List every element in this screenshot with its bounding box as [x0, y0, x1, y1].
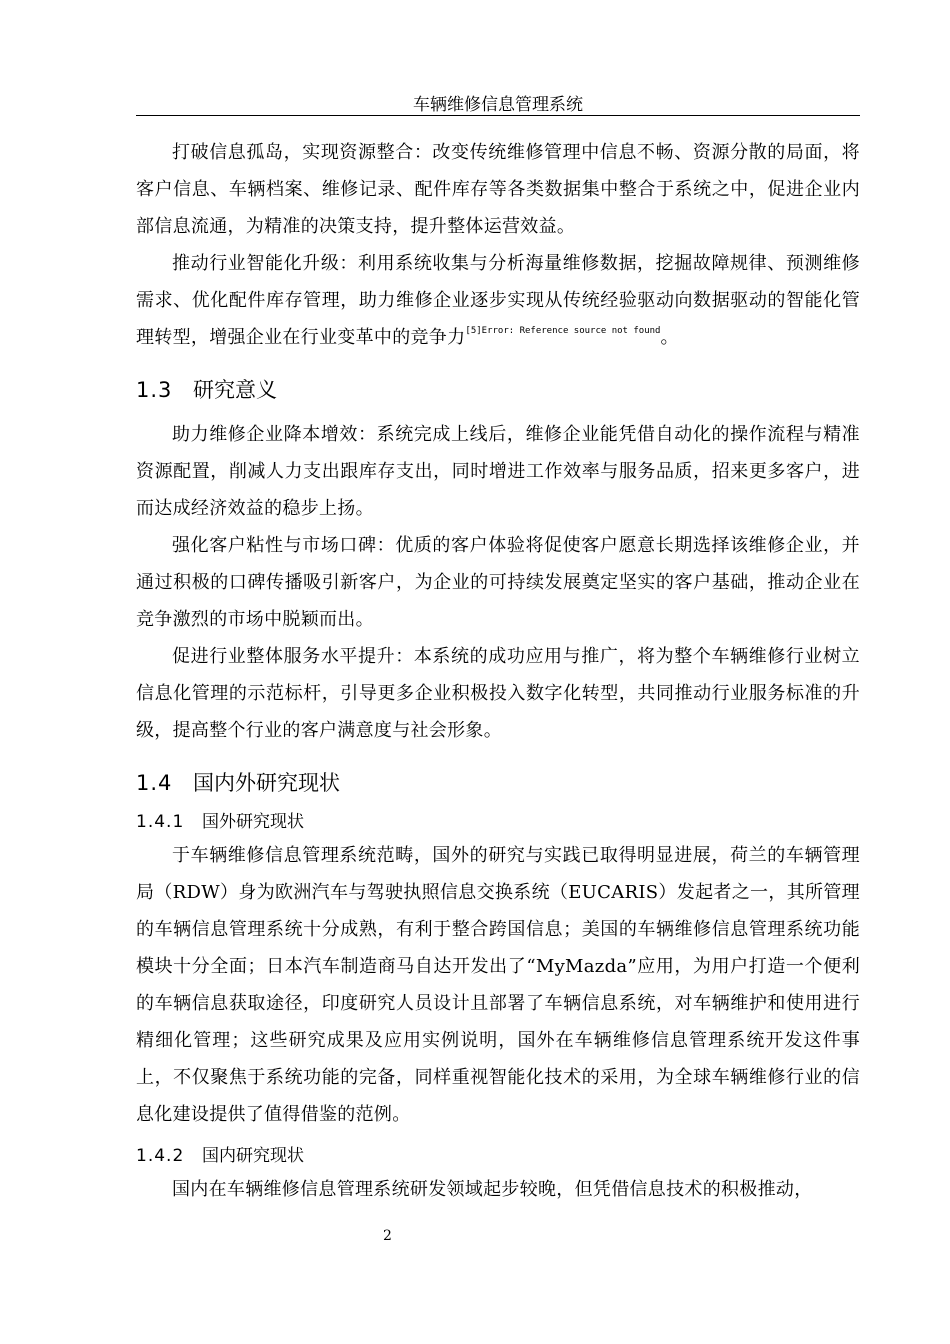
paragraph-text: 推动行业智能化升级：利用系统收集与分析海量维修数据，挖掘故障规律、预测维修需求、优化配件库存管理，助力维修企业逐步实现从传统经验驱动向数据驱动的智能化管理转型，增强企业在行业变革中的竞争力 [136, 253, 860, 348]
paragraph-service-level: 促进行业整体服务水平提升：本系统的成功应用与推广，将为整个车辆维修行业树立信息化管理的示范标杆，引导更多企业积极投入数字化转型，共同推动行业服务标准的升级，提高整个行业的客户满意度与社会形象。 [136, 646, 860, 741]
section-heading-1-4 [136, 769, 860, 797]
paragraph-foreign-research: 于车辆维修信息管理系统范畴，国外的研究与实践已取得明显进展，荷兰的车辆管理局（RDW）身为欧洲汽车与驾驶执照信息交换系统（EUCARIS）发起者之一，其所管理的车辆信息管理系统十分成熟，有利于整合跨国信息；美国的车辆维修信息管理系统功能模块十分全面；日本汽车制造商马自达开发出了“MyMazda”应用，为用户打造一个便利的车辆信息获取途径，印度研究人员设计且部署了车辆信息系统，对车辆维护和使用进行精细化管理；这些研究成果及应用实例说明，国外在车辆维修信息管理系统开发这件事上，不仅聚焦于系统功能的完备，同样重视智能化技术的采用，为全球车辆维修行业的信息化建设提供了值得借鉴的范例。 [136, 845, 860, 1125]
subsection-title: 国外研究现状 [202, 812, 304, 832]
subsection-number: 1.4.2 [136, 1146, 185, 1166]
section-title: 研究意义 [193, 378, 277, 402]
paragraph-info-integration: 打破信息孤岛，实现资源整合：改变传统维修管理中信息不畅、资源分散的局面，将客户信息、车辆档案、维修记录、配件库存等各类数据集中整合于系统之中，促进企业内部信息流通，为精准的决策支持，提升整体运营效益。 [136, 142, 860, 237]
section-heading-1-3 [136, 376, 860, 404]
section-title: 国内外研究现状 [193, 771, 340, 795]
paragraph-cost-reduction: 助力维修企业降本增效：系统完成上线后，维修企业能凭借自动化的操作流程与精准资源配置，削减人力支出跟库存支出，同时增进工作效率与服务品质，招来更多客户，进而达成经济效益的稳步上扬。 [136, 424, 860, 519]
header-rule [136, 115, 860, 116]
page-header-title: 车辆维修信息管理系统 [413, 95, 583, 115]
paragraph-domestic-research: 国内在车辆维修信息管理系统研发领域起步较晚，但凭借信息技术的积极推动， [172, 1179, 813, 1200]
subsection-heading-1-4-2 [136, 1143, 860, 1169]
subsection-heading-1-4-1 [136, 809, 860, 835]
section-number: 1.4 [136, 771, 173, 795]
paragraph-end: 。 [660, 327, 679, 348]
page-number: 2 [383, 1228, 392, 1244]
subsection-number: 1.4.1 [136, 812, 185, 832]
page-body [136, 134, 860, 1208]
section-number: 1.3 [136, 378, 173, 402]
paragraph-industry-upgrade [136, 245, 860, 356]
paragraph-customer-loyalty: 强化客户粘性与市场口碑：优质的客户体验将促使客户愿意长期选择该维修企业，并通过积极的口碑传播吸引新客户，为企业的可持续发展奠定坚实的客户基础，推动企业在竞争激烈的市场中脱颖而出。 [136, 535, 860, 630]
citation-error: [5]Error: Reference source not found [465, 326, 661, 336]
subsection-title: 国内研究现状 [202, 1146, 304, 1166]
